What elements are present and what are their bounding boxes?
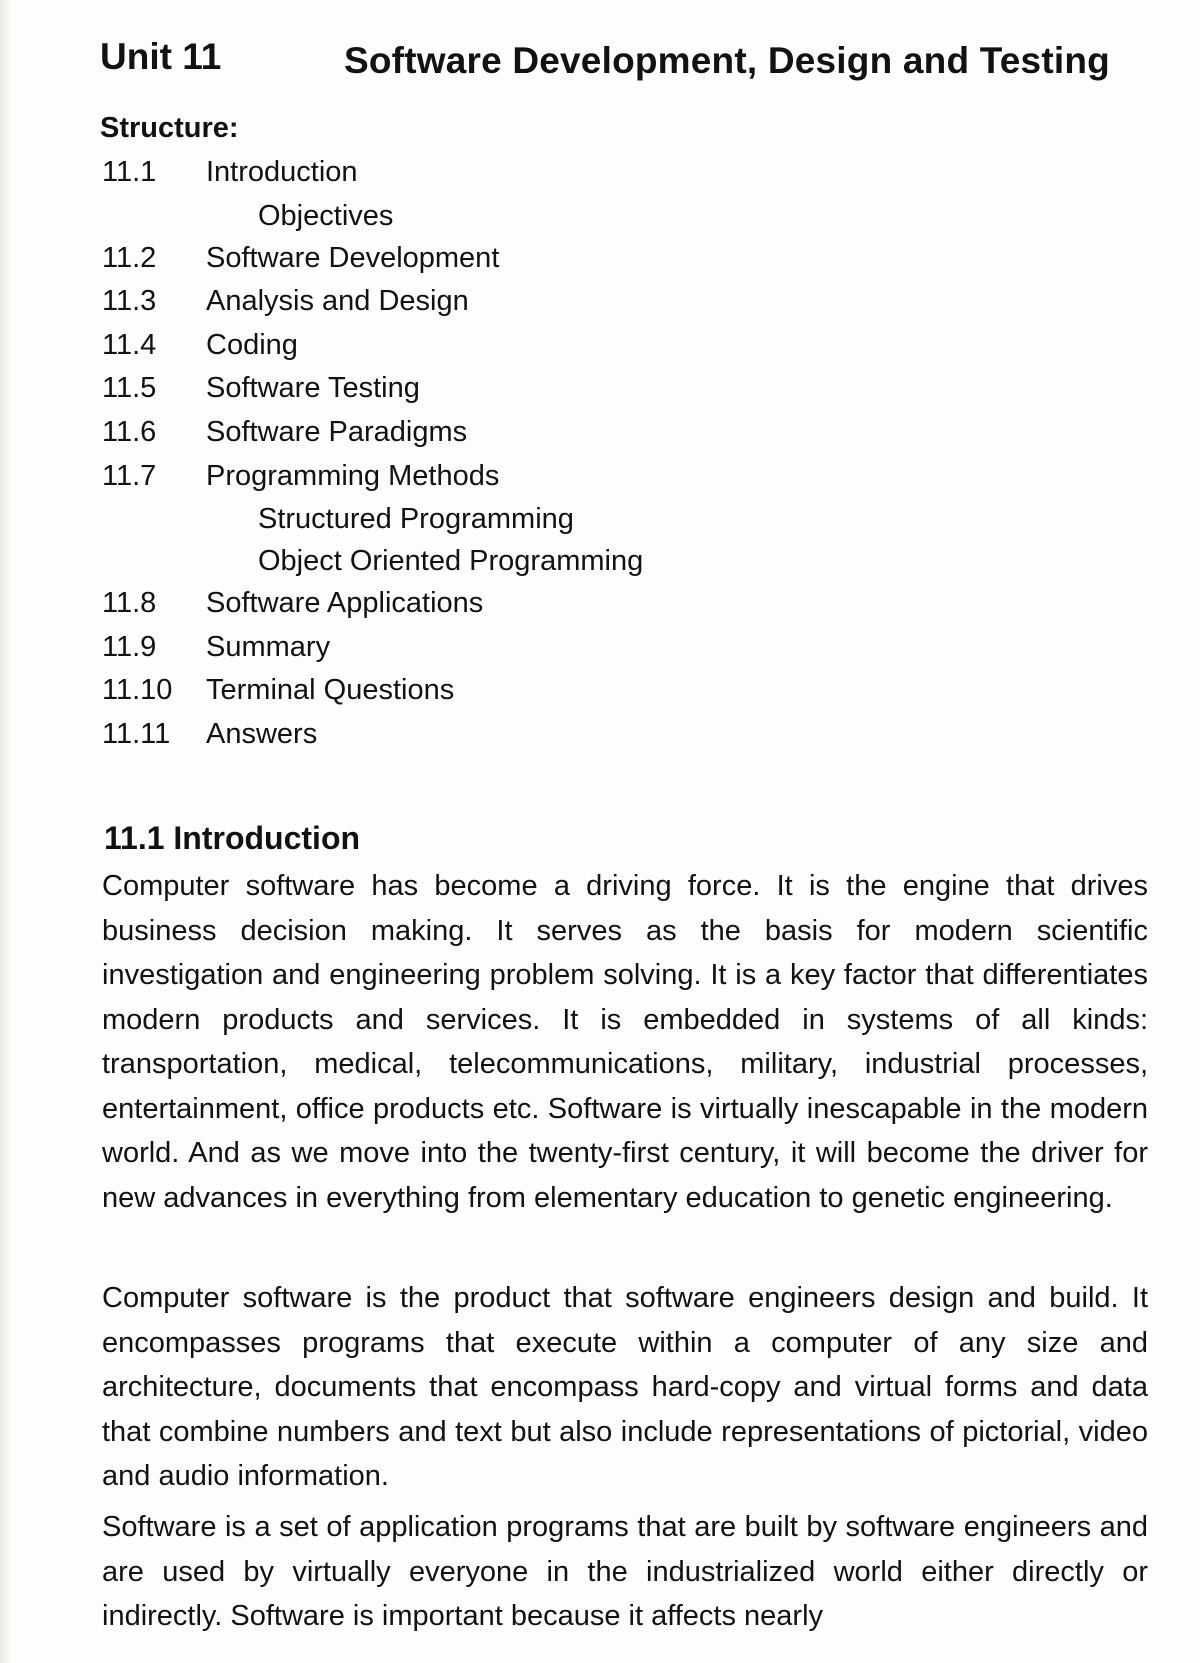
toc-item-label: Introduction: [206, 156, 358, 188]
toc-item: [102, 460, 802, 504]
toc-item-label: Object Oriented Programming: [258, 545, 644, 578]
structure-heading: Structure:: [100, 112, 239, 144]
toc-item-number: 11.11: [102, 717, 171, 750]
toc-item-label: Structured Programming: [258, 503, 574, 536]
toc-item-label: Answers: [206, 717, 318, 750]
toc-item-label: Summary: [206, 630, 331, 663]
toc-item: [102, 674, 802, 718]
toc-item-label: Software Development: [206, 241, 500, 274]
toc-item: [102, 718, 802, 762]
toc-item: [102, 372, 802, 416]
toc-item-label: Analysis and Design: [206, 285, 469, 318]
unit-title: Software Development, Design and Testing: [344, 40, 1110, 81]
toc-item-number: 11.7: [102, 459, 157, 492]
toc-item-label: Terminal Questions: [206, 674, 455, 707]
toc-item-number: 11.6: [102, 415, 157, 448]
toc-item: [102, 156, 802, 200]
table-of-contents: [102, 156, 802, 762]
paragraph-2: Computer software is the product that software engineers design and build. It encompasses programs that execute within a computer of any size and architecture, documents that encompass hard-copy and virtual forms and data that combine numbers and text but also include representations of pictorial, video and audio information.: [102, 1282, 1148, 1492]
toc-item-label: Coding: [206, 328, 298, 361]
toc-item-number: 11.3: [102, 285, 157, 318]
unit-header: [100, 36, 1140, 86]
toc-item-number: 11.2: [102, 241, 157, 274]
toc-item: [102, 242, 802, 286]
toc-item-number: 11.9: [102, 630, 157, 663]
paragraph-1: Computer software has become a driving force. It is the engine that drives business decision making. It serves as the basis for modern scientific investigation and engineering problem solving. It is a key factor that differentiates modern products and services. It is embedded in systems of all kinds: transportation, medical, telecommunications, military, industrial processes, entertainment, office products etc. Software is virtually inescapable in the modern world. And as we move into the twenty-first century, it will become the driver for new advances in everything from elementary education to genetic engineering.: [102, 870, 1148, 1214]
toc-item-label: Software Testing: [206, 372, 420, 405]
unit-label: Unit 11: [100, 36, 222, 77]
toc-item-number: 11.5: [102, 372, 157, 405]
toc-item: [102, 503, 802, 545]
toc-item: [102, 416, 802, 460]
toc-item-number: 11.1: [102, 156, 157, 188]
toc-item-label: Programming Methods: [206, 459, 500, 492]
toc-item-label: Software Applications: [206, 587, 484, 620]
toc-item-number: 11.8: [102, 587, 157, 620]
toc-item-label: Objectives: [258, 199, 394, 232]
toc-item: [102, 200, 802, 242]
scan-edge-shadow: [0, 0, 12, 1663]
toc-item-number: 11.10: [102, 674, 173, 707]
section-heading: 11.1 Introduction: [104, 820, 361, 856]
toc-item: [102, 285, 802, 329]
toc-item-number: 11.4: [102, 328, 157, 361]
toc-item-label: Software Paradigms: [206, 415, 468, 448]
toc-item: [102, 329, 802, 373]
paragraph-3: Software is a set of application programs that are built by software engineers and are used by virtually everyone in the industrialized world either directly or indirectly. Software is important because it affects nearly: [102, 1511, 1148, 1632]
toc-item: [102, 587, 802, 631]
toc-item: [102, 545, 802, 587]
toc-item: [102, 631, 802, 675]
